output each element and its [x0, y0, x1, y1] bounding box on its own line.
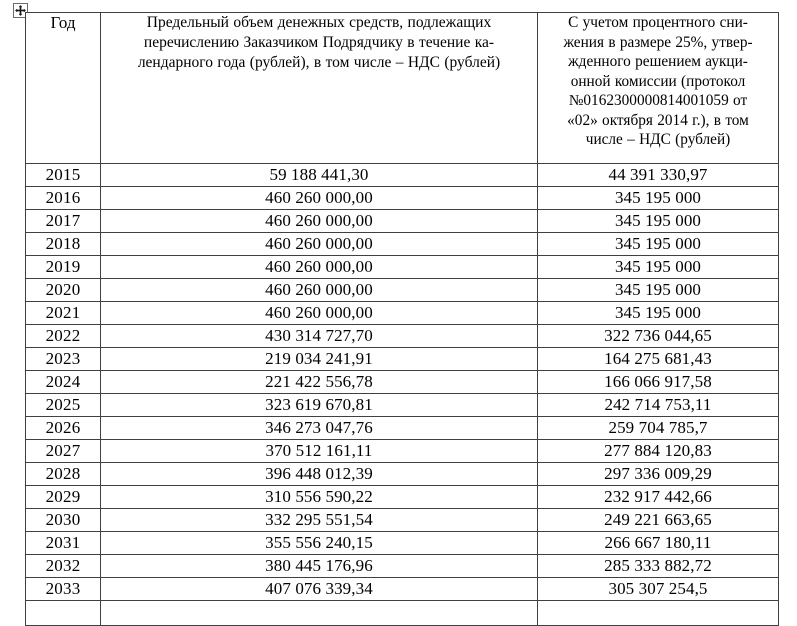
cell-limit-amount: 460 260 000,00 [101, 256, 538, 279]
cell-year: 2019 [26, 256, 101, 279]
cell-year: 2020 [26, 279, 101, 302]
cell-discounted-amount: 249 221 663,65 [538, 509, 779, 532]
cell-limit-amount: 396 448 012,39 [101, 463, 538, 486]
table-row [26, 486, 779, 509]
cell-year: 2024 [26, 371, 101, 394]
table-row [26, 509, 779, 532]
cell-discounted-amount: 297 336 009,29 [538, 463, 779, 486]
financial-table-container [25, 12, 778, 626]
cell-discounted-amount: 164 275 681,43 [538, 348, 779, 371]
column-header-limit-line-3: лендарного года (рублей), в том числе – НДС (рублей) [137, 53, 501, 71]
column-header-discounted-line-5: №0162300000814001059 от [568, 92, 748, 110]
cell-year: 2033 [26, 578, 101, 601]
column-header-discounted-line-7: числе – НДС (рублей) [585, 131, 731, 149]
table-row [26, 555, 779, 578]
cell-limit-amount: 460 260 000,00 [101, 302, 538, 325]
cell-limit-amount: 59 188 441,30 [101, 164, 538, 187]
table-row [26, 210, 779, 233]
cell-limit-amount: 430 314 727,70 [101, 325, 538, 348]
table-row [26, 256, 779, 279]
column-header-discounted-line-4: онной комиссии (протокол [570, 72, 746, 90]
column-header-limit-line-1: Предельный объем денежных средств, подлежащих [146, 14, 492, 31]
cell-year: 2026 [26, 417, 101, 440]
cell-discounted-amount: 166 066 917,58 [538, 371, 779, 394]
cell-discounted-partial [538, 601, 779, 626]
cell-discounted-amount: 345 195 000 [538, 279, 779, 302]
cell-discounted-amount: 345 195 000 [538, 256, 779, 279]
table-row [26, 348, 779, 371]
cell-year-partial [26, 601, 101, 626]
table-row [26, 164, 779, 187]
cell-limit-amount: 370 512 161,11 [101, 440, 538, 463]
cell-limit-amount: 460 260 000,00 [101, 233, 538, 256]
cell-year: 2018 [26, 233, 101, 256]
cell-year: 2032 [26, 555, 101, 578]
table-row [26, 578, 779, 601]
cell-year: 2015 [26, 164, 101, 187]
table-row [26, 325, 779, 348]
cell-limit-amount: 219 034 241,91 [101, 348, 538, 371]
cell-discounted-amount: 259 704 785,7 [538, 417, 779, 440]
cell-discounted-amount: 345 195 000 [538, 187, 779, 210]
cell-limit-amount: 310 556 590,22 [101, 486, 538, 509]
cell-discounted-amount: 305 307 254,5 [538, 578, 779, 601]
cell-discounted-amount: 345 195 000 [538, 233, 779, 256]
table-row [26, 233, 779, 256]
cell-discounted-amount: 285 333 882,72 [538, 555, 779, 578]
column-header-year: Год [26, 13, 101, 164]
cell-discounted-amount: 266 667 180,11 [538, 532, 779, 555]
column-header-discounted-line-6: «02» октября 2014 г.), в том [567, 111, 749, 129]
table-row [26, 279, 779, 302]
cell-year: 2029 [26, 486, 101, 509]
financial-limits-table [25, 12, 779, 626]
cell-year: 2028 [26, 463, 101, 486]
table-row [26, 187, 779, 210]
cell-discounted-amount: 322 736 044,65 [538, 325, 779, 348]
cell-year: 2031 [26, 532, 101, 555]
table-row [26, 417, 779, 440]
cell-limit-amount: 460 260 000,00 [101, 279, 538, 302]
column-header-discounted-line-1: С учетом процентного сни- [568, 14, 748, 31]
table-row [26, 463, 779, 486]
cell-discounted-amount: 277 884 120,83 [538, 440, 779, 463]
table-row [26, 394, 779, 417]
cell-year: 2021 [26, 302, 101, 325]
cell-limit-partial [101, 601, 538, 626]
cell-year: 2027 [26, 440, 101, 463]
cell-limit-amount: 407 076 339,34 [101, 578, 538, 601]
table-row [26, 371, 779, 394]
column-header-limit [101, 13, 538, 164]
cell-year: 2022 [26, 325, 101, 348]
cell-limit-amount: 380 445 176,96 [101, 555, 538, 578]
cell-discounted-amount: 345 195 000 [538, 302, 779, 325]
cell-year: 2025 [26, 394, 101, 417]
cell-year: 2030 [26, 509, 101, 532]
cell-limit-amount: 323 619 670,81 [101, 394, 538, 417]
table-row [26, 532, 779, 555]
column-header-limit-line-2: перечислению Заказчиком Подрядчику в течение ка- [143, 33, 495, 51]
column-header-discounted-line-2: жения в размере 25%, утвер- [563, 33, 753, 51]
cell-year: 2023 [26, 348, 101, 371]
cell-discounted-amount: 232 917 442,66 [538, 486, 779, 509]
table-header-row [26, 13, 779, 164]
cell-year: 2017 [26, 210, 101, 233]
table-body [26, 164, 779, 626]
table-row [26, 302, 779, 325]
cell-limit-amount: 460 260 000,00 [101, 187, 538, 210]
column-header-discounted [538, 13, 779, 164]
cell-limit-amount: 221 422 556,78 [101, 371, 538, 394]
cell-year: 2016 [26, 187, 101, 210]
column-header-discounted-line-3: жденного решением аукци- [568, 53, 748, 71]
cell-limit-amount: 332 295 551,54 [101, 509, 538, 532]
table-row-partial [26, 601, 779, 626]
cell-discounted-amount: 345 195 000 [538, 210, 779, 233]
cell-discounted-amount: 44 391 330,97 [538, 164, 779, 187]
cell-limit-amount: 460 260 000,00 [101, 210, 538, 233]
cell-limit-amount: 346 273 047,76 [101, 417, 538, 440]
cell-limit-amount: 355 556 240,15 [101, 532, 538, 555]
cell-discounted-amount: 242 714 753,11 [538, 394, 779, 417]
table-row [26, 440, 779, 463]
